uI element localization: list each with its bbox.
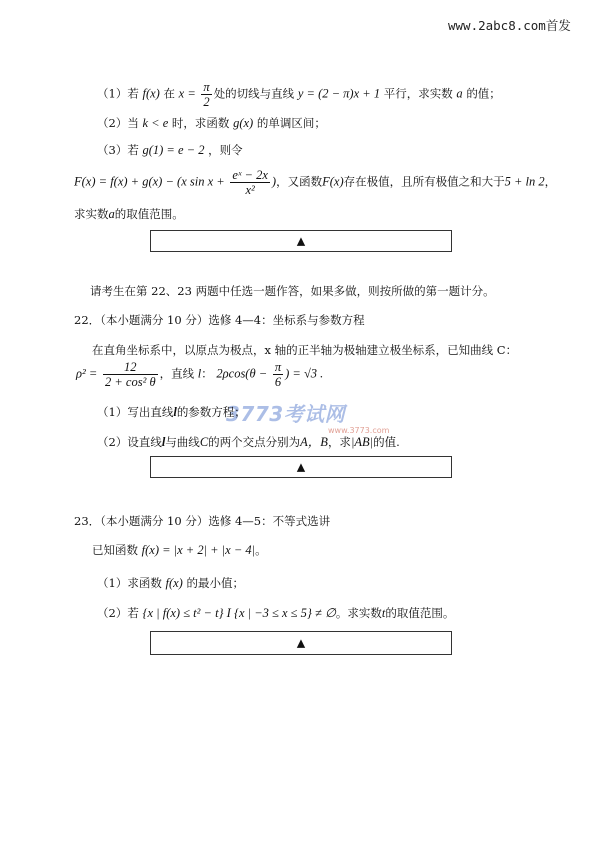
q21-last-line: 求实数a的取值范围。	[74, 207, 184, 221]
q21-fraction-exp: $\frac{\text{eˣ − 2x}}{\text{x²}}$	[232, 168, 268, 197]
q21-fraction-pi-over-2: $\frac{\pi}{2}$	[203, 80, 210, 109]
q21-answer-box[interactable]	[150, 230, 452, 252]
q23-part1: （1）求函数 f(x) 的最小值；	[97, 576, 244, 590]
q22-fraction-rho: $\frac{12}{\text{2 + cos² θ}}$	[104, 360, 156, 389]
q21-part2: （2）当 k < e 时，求函数 g(x) 的单调区间；	[97, 116, 326, 130]
q22-equations: ρ² = $\frac{12}{\text{2 + cos² θ}}$ ，直线 l： 2ρcos(θ − $\frac{\pi}{6}$ ) = √3 .	[76, 360, 324, 389]
q21-part1: （1）若 f(x) 在 x = $\frac{\pi}{2}$ 处的切线与直线 y = (2 − π)x + 1 平行，求实数 a 的值；	[97, 80, 501, 109]
q22-part2: （2）设直线l与曲线C的两个交点分别为A，B，求|AB|的值.	[97, 435, 400, 449]
triangle-icon: ▲	[296, 234, 306, 248]
site-header: www.2abc8.com首发	[448, 18, 571, 33]
q23-answer-box[interactable]	[150, 631, 452, 655]
q23-part2: （2）若 {x | f(x) ≤ t² − t} I {x | −3 ≤ x ≤ 5} ≠ ∅。求实数t的取值范围。	[97, 606, 455, 620]
q23-title: 23．（本小题满分 10 分）选修 4—5：不等式选讲	[74, 514, 331, 528]
q22-title: 22．（本小题满分 10 分）选修 4—4：坐标系与参数方程	[74, 313, 365, 327]
triangle-icon: ▲	[296, 460, 306, 474]
q22-answer-box[interactable]	[150, 456, 452, 478]
q22-part1: （1）写出直线l的参数方程；	[97, 405, 246, 419]
q21-part3: （3）若 g(1) = e − 2 ，则令	[97, 143, 243, 157]
selection-note: 请考生在第 22、23 两题中任选一题作答，如果多做，则按所做的第一题计分。	[90, 284, 495, 298]
q23-function: 已知函数 f(x) = |x + 2| + |x − 4|。	[92, 543, 267, 557]
watermark-url: www.3773.com	[328, 426, 390, 435]
q22-intro: 在直角坐标系中，以原点为极点，x 轴的正半轴为极轴建立极坐标系，已知曲线 C：	[92, 343, 518, 357]
q22-fraction-pi-over-6: $\frac{\pi}{6}$	[274, 360, 282, 389]
watermark-logo: 3773考试网	[226, 402, 346, 426]
q21-function-F: F(x) = f(x) + g(x) − (x sin x + $\frac{\text{eˣ − 2x}}{\text{x²}}$ )，又函数F(x)存在极值，且所有极值之和大于5 + ln 2，	[74, 168, 557, 197]
triangle-icon: ▲	[296, 636, 306, 650]
